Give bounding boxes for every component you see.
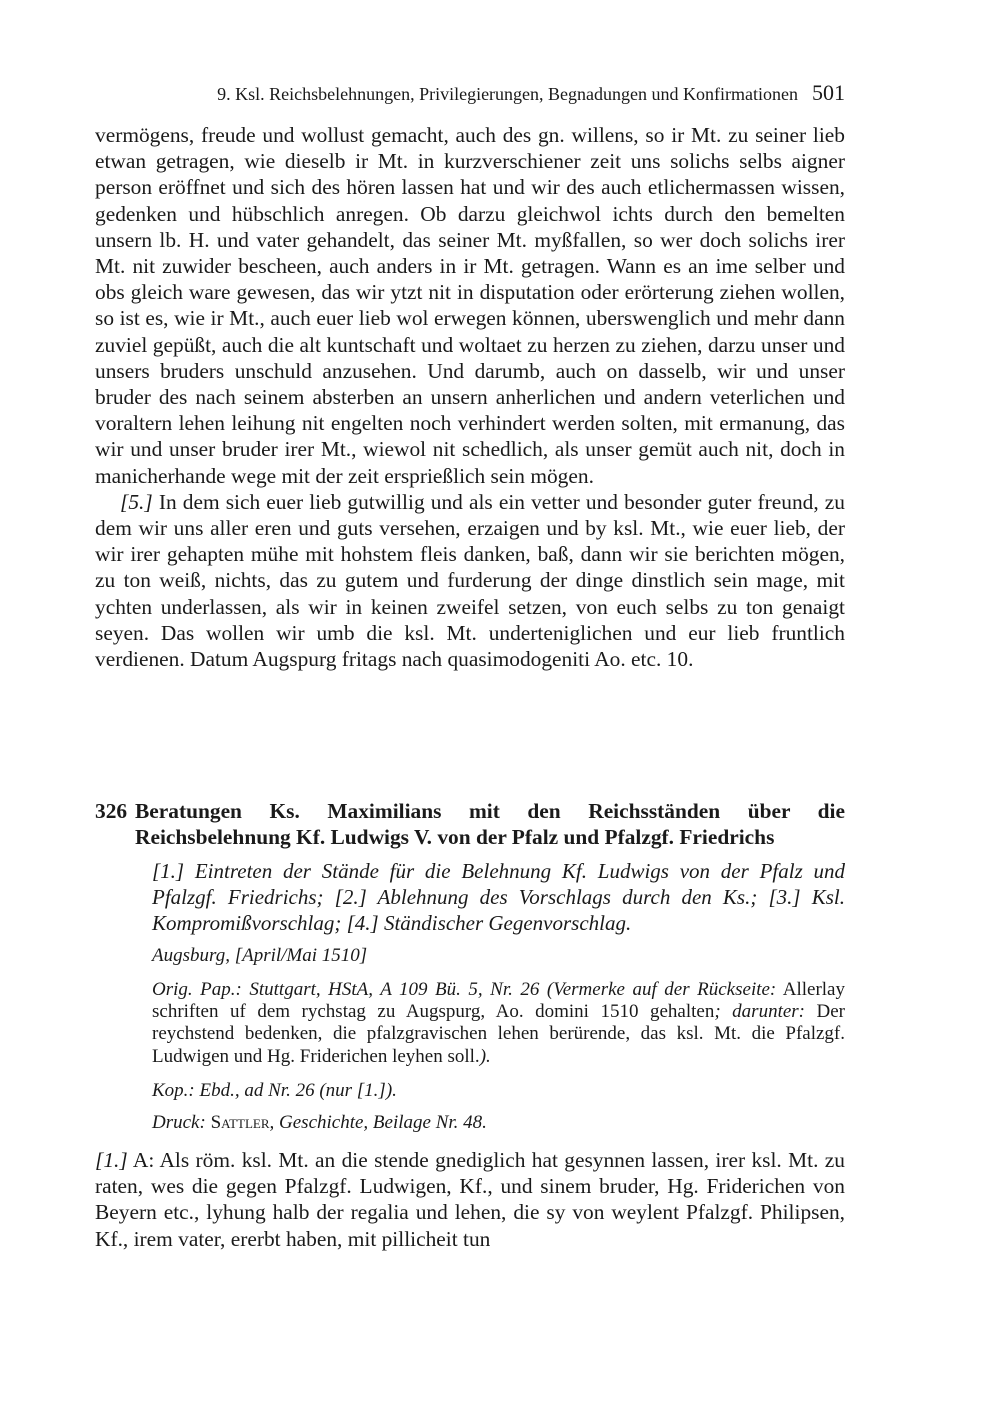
paragraph-1 — [95, 1147, 845, 1252]
source-note — [152, 979, 845, 1068]
paragraph-marker: [1.] — [95, 1148, 128, 1172]
paragraph-5-text: In dem sich euer lieb gutwillig und als ein vetter und besonder guter freund, zu dem wir uns aller eren und guts versehen, erzaigen und by ksl. Mt., wie euer lieb, der wir irer gehapten mühe mit hohstem fleis danken, baß, dann wir sie berichten mögen, zu ton weiß, nichts, das zu gutem und furderung der dinge dinstlich sein mage, mit ychten underlassen, als wir in keinen zweifel setzen, von euch selbs zu ton genaigt seyen. Das wollen wir umb die ksl. Mt. underteniglichen und eur lieb fruntlich verdienen. Datum Augspurg fritags nach quasimodogeniti Ao. etc. 10. — [95, 489, 845, 672]
document-heading — [95, 798, 845, 850]
source-note-2: Der reychstend bedenken, die pfalzgravischen lehen berürende, das ksl. Mt. die Pfalzgf. Ludwigen und Hg. Friderichen leyhen soll. — [152, 1001, 846, 1067]
document-number: 326 — [95, 799, 128, 823]
source-separator: ; darunter: — [714, 1001, 806, 1023]
page-number: 501 — [812, 80, 845, 105]
source-note-1: Allerlay schriften uf dem rychstag zu Augspurg, Ao. domini 1510 gehalten — [152, 979, 845, 1023]
paragraph-1-text: A: Als röm. ksl. Mt. an die stende gnediglich hat gesynnen lassen, irer ksl. Mt. zu raten, wes die gegen Pfalzgf. Ludwigen, Kf., und sinem bruder, Hg. Friderichen von Beyern etc., lyhung halb der regalia und lehen, die sy von weylent Pfalzgf. Philipsen, Kf., irem vater, ererbt haben, mit pillicheit tun — [95, 1148, 845, 1251]
print-text — [152, 1111, 845, 1135]
document-body — [95, 1147, 845, 1252]
source-text — [152, 979, 845, 1068]
document-summary — [152, 858, 845, 936]
paragraph-marker: [5.] — [120, 489, 153, 514]
running-head — [95, 80, 845, 108]
print-label: Druck: — [152, 1112, 211, 1133]
copy-note — [152, 1079, 845, 1103]
running-head-title: 9. Ksl. Reichsbelehnungen, Privilegierungen, Begnadungen und Konfirmationen — [217, 84, 798, 104]
source-label: Orig. Pap.: Stuttgart, HStA, A 109 Bü. 5, Nr. 26 (Vermerke auf der Rückseite: — [152, 979, 777, 1000]
continuation-paragraph: vermögens, freude und wollust gemacht, auch des gn. willens, so ir Mt. zu seiner lieb etwan getragen, wie dieselb ir Mt. in kurzverschiener zeit uns solichs selbs aigner person eröffnet und sich des hören lassen hat und wir des auch etlichermassen wissen, gedenken und hübschlich anregen. Ob darzu gleichwol ichts durch den bemelten unsern lb. H. und vater gehandelt, das seiner Mt. myßfallen, so wer doch solichs irer Mt. nit zuwider bescheen, auch anders in ir Mt. getragen. Wann es an ime selber und obs gleich ware gewesen, das wir ytzt nit in disputation oder erörterung ziehen wollen, so ist es, wie ir Mt., auch euer lieb wol erwegen können, uberswenglich und mehr dann zuviel gepüßt, auch die alt kuntschaft und woltaet zu herzen zu ziehen, darzu unser und unsers bruders unschuld anzusehen. Und darumb, auch on dasselb, wir und unser bruder des nach seinem absterben an unsern anherlichen und andern veterlichen und voraltern lehen leihung nit engelten noch verhindert werden solten, mit ermanung, das wir und unser bruder irer Mt., wiewol nit schedlich, als unser gemüt auch nit, doch in manicherhande wege mit der zeit ersprießlich sein mögen. — [95, 123, 845, 488]
summary-text: [1.] Eintreten der Stände für die Belehnung Kf. Ludwigs von der Pfalz und Pfalzgf. Friedrichs; [2.] Ablehnung des Vorschlags durch den Ks.; [3.] Ksl. Kompromißvorschlag; [4.] Ständischer Gegenvorschlag. — [152, 859, 845, 935]
print-author: Sattler — [210, 1112, 270, 1133]
continuation-text — [95, 122, 845, 672]
copy-text: Kop.: Ebd., ad Nr. 26 (nur [1.]). — [152, 1080, 397, 1101]
print-note — [152, 1111, 845, 1135]
paragraph-5 — [95, 489, 845, 672]
place-date-text: Augsburg, [April/Mai 1510] — [152, 945, 368, 966]
document-title: Beratungen Ks. Maximilians mit den Reichsständen über die Reichsbelehnung Kf. Ludwigs V. von der Pfalz und Pfalzgf. Friedrichs — [135, 799, 845, 849]
print-rest: , Geschichte, Beilage Nr. 48. — [269, 1112, 487, 1133]
place-date — [152, 944, 845, 968]
source-close: ). — [479, 1045, 491, 1067]
